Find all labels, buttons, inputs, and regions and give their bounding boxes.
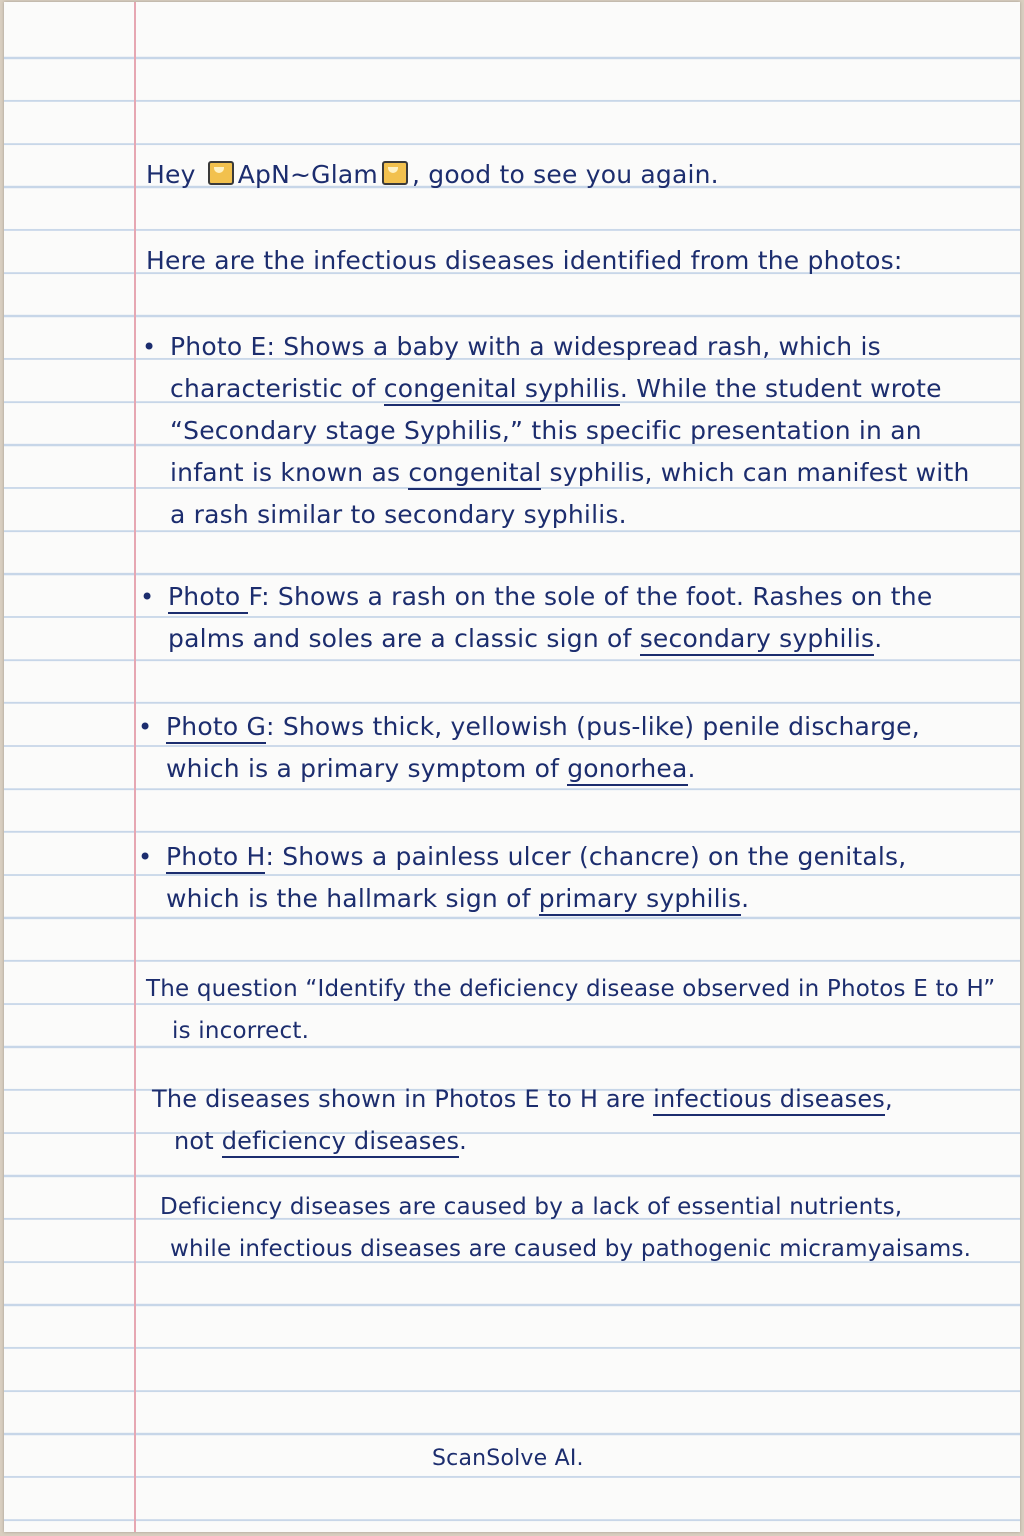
deficiency-note <box>160 1186 971 1270</box>
bullet-point: • <box>140 583 155 611</box>
text-segment: “Secondary stage Syphilis,” this specific presentation in an <box>170 416 922 445</box>
photo-e-line-2 <box>170 368 970 410</box>
bullet-point: • <box>142 333 157 361</box>
smiling-emoji-icon <box>382 161 408 185</box>
text-segment: The diseases shown in Photos E to H are <box>152 1085 654 1113</box>
photo-e-line-5 <box>170 494 970 536</box>
underlined-term: infectious diseases <box>653 1085 885 1116</box>
text-segment: which is the hallmark sign of <box>166 884 539 913</box>
deficiency-note-line-1: Deficiency diseases are caused by a lack of essential nutrients, <box>160 1194 903 1220</box>
text-segment: palms and soles are a classic sign of <box>168 624 640 653</box>
photo-h-item <box>138 836 907 920</box>
text-segment: not <box>174 1127 222 1155</box>
text-segment: characteristic of <box>170 374 384 403</box>
text-segment: F: Shows a rash on the sole of the foot. Rashes on the <box>248 582 933 611</box>
text-segment: a rash similar to secondary syphilis. <box>170 500 627 529</box>
intro-text: Here are the infectious diseases identified from the photos: <box>146 246 903 275</box>
deficiency-note-line-2: while infectious diseases are caused by pathogenic micramyaisams. <box>170 1236 972 1262</box>
text-segment: Photo E: Shows a baby with a widespread rash, which is <box>170 332 881 361</box>
underlined-term: primary syphilis <box>539 884 741 916</box>
text-segment: syphilis, which can manifest with <box>541 458 970 487</box>
diseases-note <box>152 1078 893 1162</box>
photo-h-line-1 <box>166 836 906 878</box>
notebook-page <box>4 2 1020 1532</box>
underlined-term: deficiency diseases <box>222 1127 459 1158</box>
question-note-line-1: The question “Identify the deficiency disease observed in Photos E to H” <box>146 976 996 1002</box>
smiling-emoji-icon <box>208 161 234 185</box>
text-segment: : Shows a painless ulcer (chancre) on the genitals, <box>265 842 907 871</box>
greeting <box>146 154 719 196</box>
bullet-point: • <box>138 843 153 871</box>
greeting-name: ApN~Glam <box>237 160 378 189</box>
signature: ScanSolve AI. <box>432 1446 584 1471</box>
photo-e-line-1 <box>170 326 970 368</box>
underlined-term: secondary syphilis <box>640 624 875 656</box>
photo-h-line-2 <box>166 878 906 920</box>
underlined-term: congenital syphilis <box>384 374 620 406</box>
underlined-term: congenital <box>408 458 541 490</box>
underlined-term: gonorhea <box>567 754 687 786</box>
margin-line <box>134 2 136 1532</box>
greeting-suffix: , good to see you again. <box>411 160 719 189</box>
question-note <box>146 968 995 1052</box>
question-note-line-2: is incorrect. <box>172 1018 310 1044</box>
photo-f-line-2 <box>168 618 932 660</box>
text-segment: . <box>687 754 696 783</box>
underlined-term: Photo <box>168 582 248 614</box>
diseases-note-line-1 <box>152 1078 893 1120</box>
photo-e-line-4 <box>170 452 970 494</box>
underlined-term: Photo H <box>166 842 265 874</box>
photo-e-item <box>142 326 970 536</box>
text-segment: . <box>459 1127 468 1155</box>
text-segment: . <box>741 884 750 913</box>
photo-f-item <box>140 576 933 660</box>
text-segment: which is a primary symptom of <box>166 754 568 783</box>
bullet-point: • <box>138 713 153 741</box>
photo-g-item <box>138 706 920 790</box>
photo-e-line-3 <box>170 410 970 452</box>
text-segment: : Shows thick, yellowish (pus-like) penile discharge, <box>266 712 920 741</box>
photo-g-line-2 <box>166 748 920 790</box>
photo-f-line-1 <box>168 576 932 618</box>
photo-g-line-1 <box>166 706 920 748</box>
underlined-term: Photo G <box>166 712 266 744</box>
text-segment: . <box>874 624 883 653</box>
text-segment: . While the student wrote <box>619 374 942 403</box>
text-segment: infant is known as <box>170 458 409 487</box>
greeting-prefix: Hey <box>146 160 196 189</box>
diseases-note-line-2 <box>152 1120 893 1162</box>
text-segment: , <box>885 1085 893 1113</box>
